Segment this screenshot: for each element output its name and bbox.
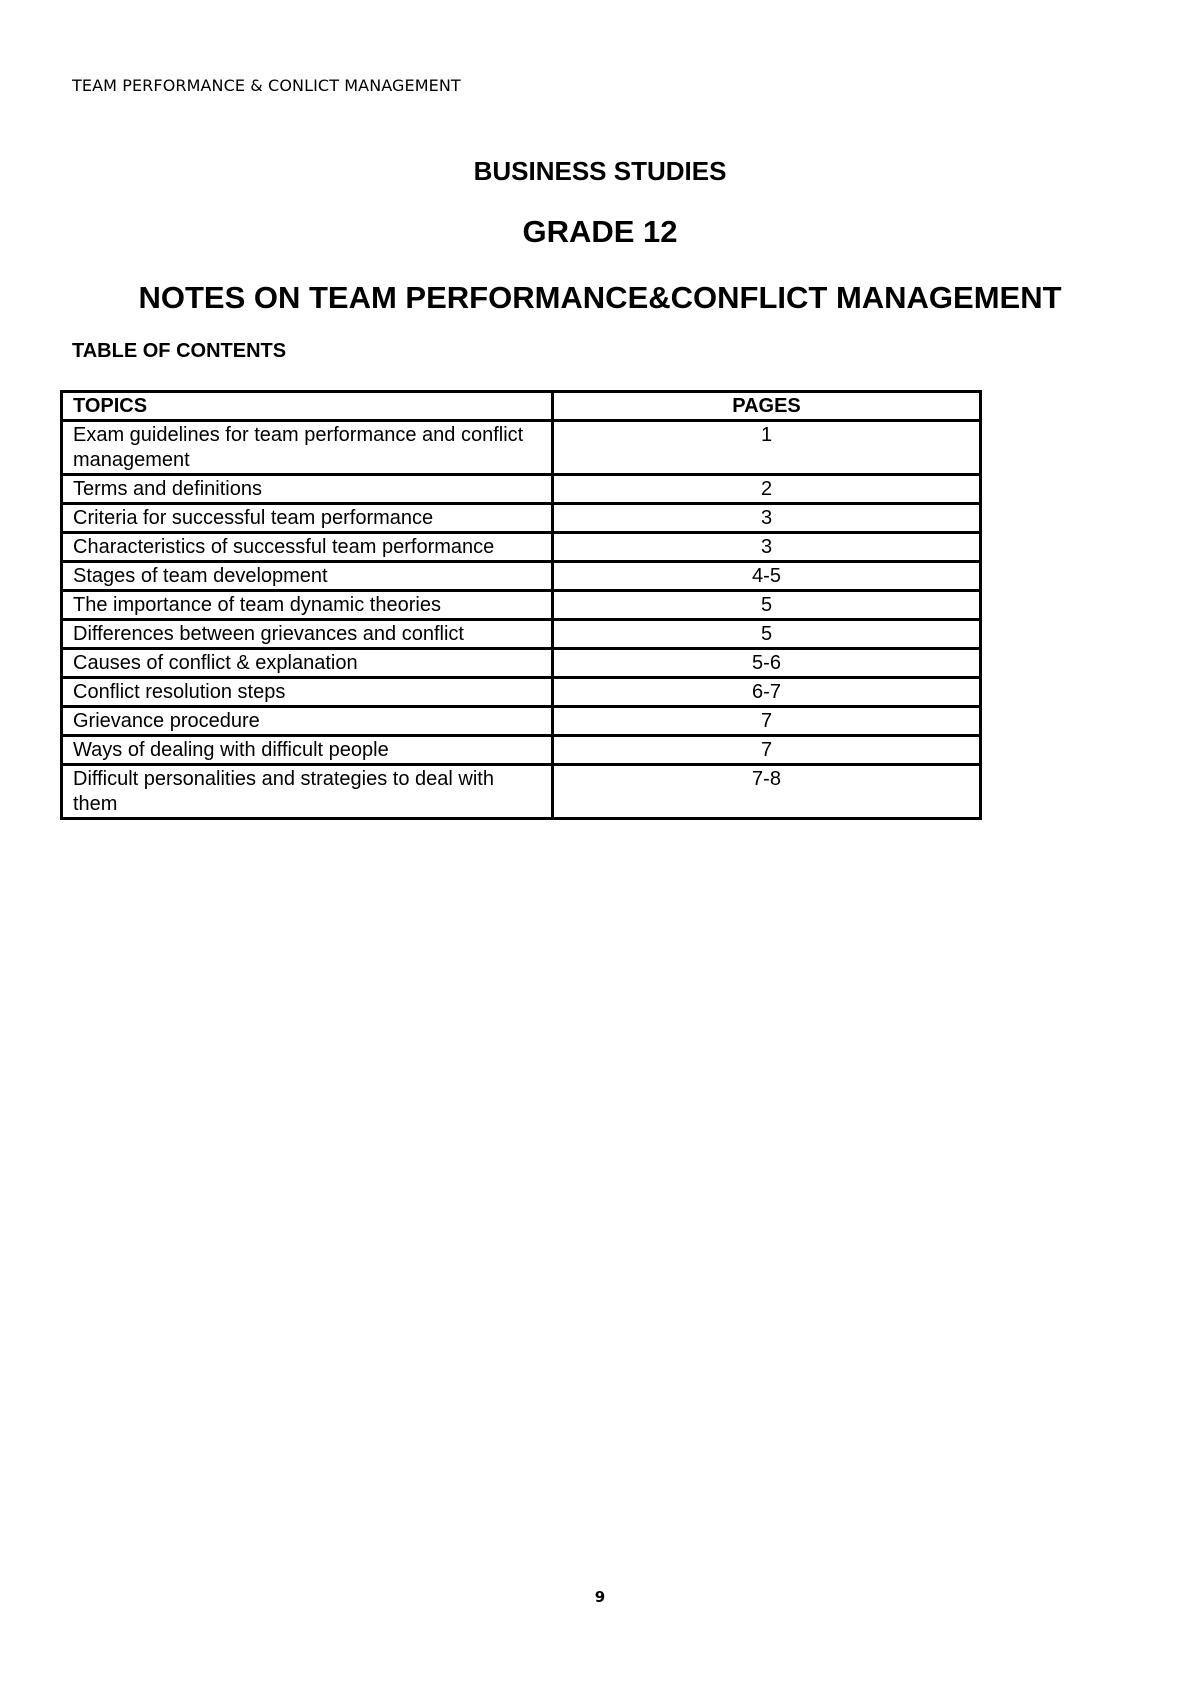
table-row [62,591,981,620]
topic-cell: Differences between grievances and conflict [62,620,553,649]
pages-cell: 5 [553,591,981,620]
pages-cell: 5-6 [553,649,981,678]
pages-cell: 3 [553,533,981,562]
table-row [62,504,981,533]
table-row [62,678,981,707]
table-row [62,562,981,591]
topic-cell: Criteria for successful team performance [62,504,553,533]
table-row [62,765,981,819]
topic-cell: Terms and definitions [62,475,553,504]
pages-cell: 7-8 [553,765,981,819]
table-row [62,620,981,649]
table-row [62,421,981,475]
grade-title: GRADE 12 [522,214,678,249]
topic-cell: Exam guidelines for team performance and conflict management [62,421,553,475]
topic-cell: Conflict resolution steps [62,678,553,707]
topic-cell: Causes of conflict & explanation [62,649,553,678]
topic-cell: Ways of dealing with difficult people [62,736,553,765]
pages-cell: 2 [553,475,981,504]
pages-cell: 7 [553,736,981,765]
table-row [62,475,981,504]
document-title: NOTES ON TEAM PERFORMANCE&CONFLICT MANAGEMENT [138,280,1062,315]
pages-cell: 4-5 [553,562,981,591]
pages-cell: 7 [553,707,981,736]
running-header: TEAM PERFORMANCE & CONLICT MANAGEMENT [72,76,461,95]
subject-title: BUSINESS STUDIES [473,156,727,186]
pages-cell: 5 [553,620,981,649]
table-row [62,736,981,765]
topics-column-header: TOPICS [62,392,553,421]
page-number: 9 [594,1588,606,1606]
topic-cell: Stages of team development [62,562,553,591]
toc-header-row [62,392,981,421]
pages-cell: 3 [553,504,981,533]
topic-cell: Difficult personalities and strategies to deal with them [62,765,553,819]
table-row [62,707,981,736]
table-row [62,533,981,562]
table-of-contents [60,390,982,820]
topic-cell: The importance of team dynamic theories [62,591,553,620]
table-row [62,649,981,678]
pages-column-header: PAGES [553,392,981,421]
toc-heading: TABLE OF CONTENTS [72,340,287,362]
pages-cell: 1 [553,421,981,475]
pages-cell: 6-7 [553,678,981,707]
topic-cell: Characteristics of successful team performance [62,533,553,562]
topic-cell: Grievance procedure [62,707,553,736]
